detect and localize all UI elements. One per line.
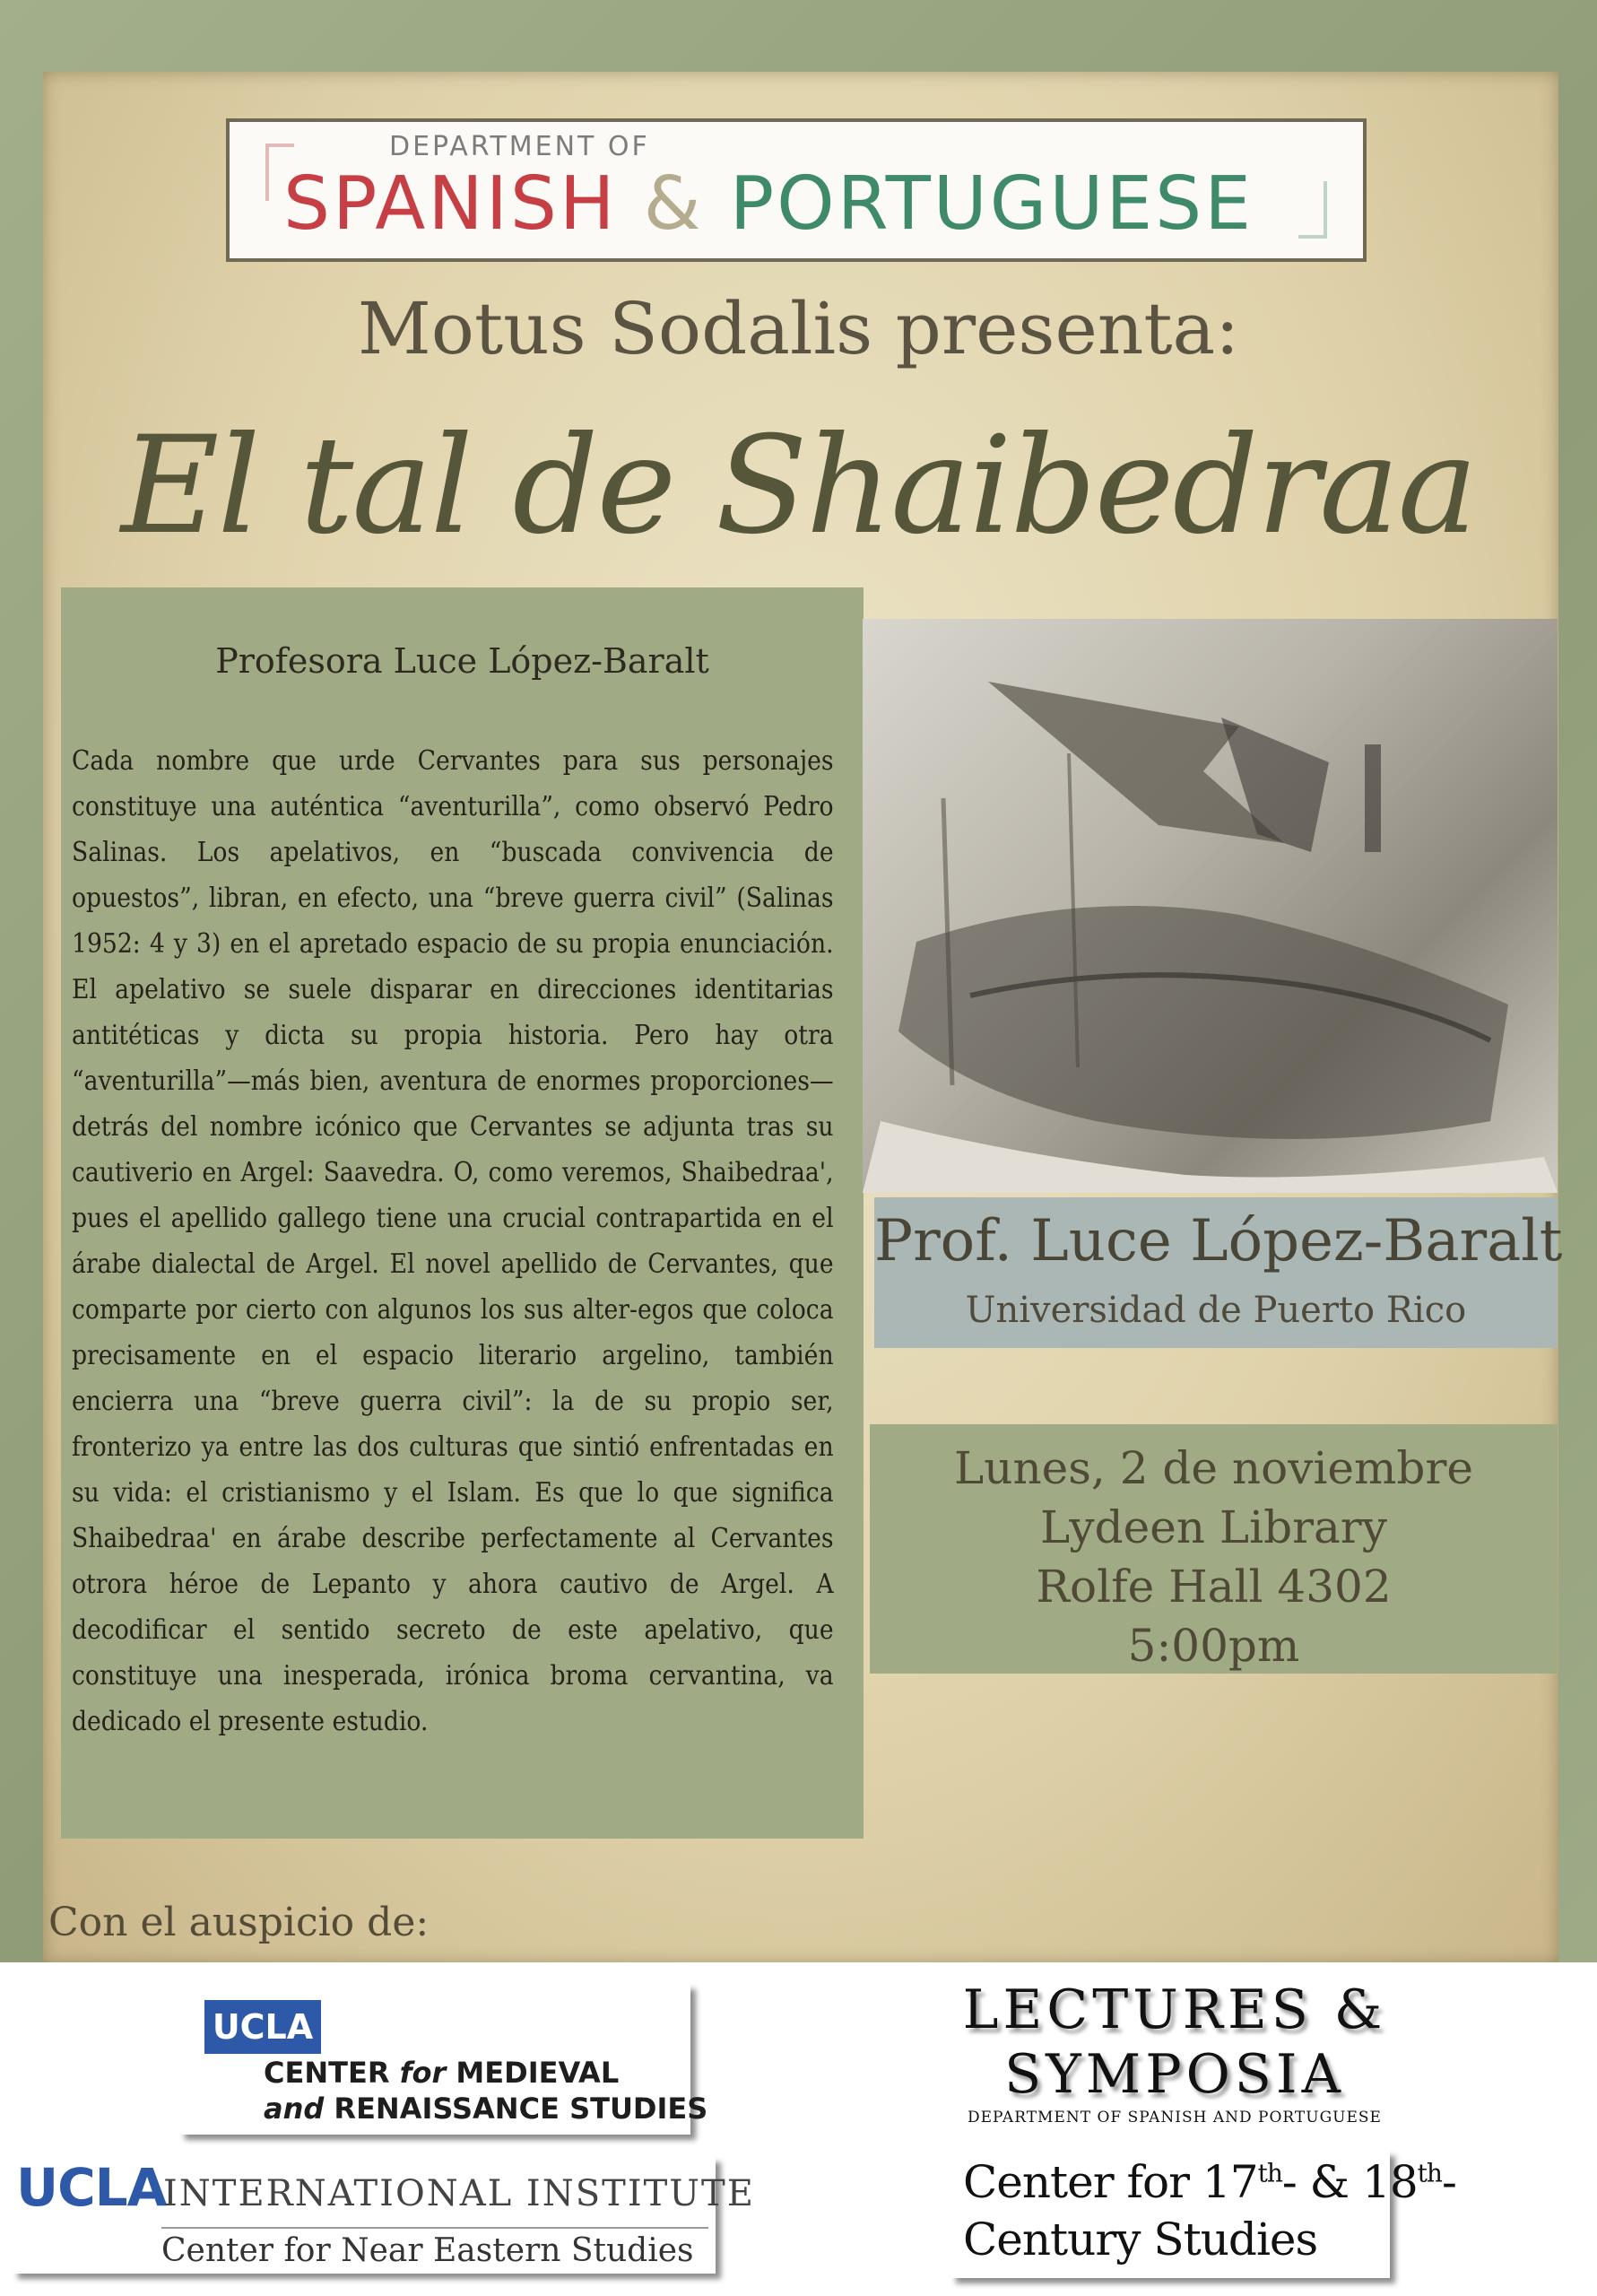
c17-line2: Century Studies: [963, 2213, 1318, 2266]
international-institute-logo: [13, 2157, 755, 2274]
presents-heading: Motus Sodalis presenta:: [357, 287, 1240, 370]
speaker-affiliation: Universidad de Puerto Rico: [965, 1290, 1467, 1331]
c17-text-a3: -: [1441, 2156, 1456, 2208]
department-word-spanish: SPANISH: [283, 161, 618, 247]
speaker-panel: [874, 1197, 1563, 1348]
lectures-line3: DEPARTMENT OF SPANISH AND PORTUGUESE: [968, 2109, 1382, 2126]
department-word-portuguese: PORTUGUESE: [729, 161, 1254, 247]
lecture-title: El tal de Shaibedraa: [120, 408, 1477, 564]
department-top-text: DEPARTMENT OF: [389, 131, 650, 162]
cmrs-line2: [264, 2092, 707, 2126]
c17-sup2: th: [1417, 2158, 1442, 2188]
c17-line1: [963, 2156, 1456, 2208]
intl-institute-name: INTERNATIONAL INSTITUTE: [163, 2173, 755, 2214]
c17-text-a2: - & 18: [1281, 2156, 1418, 2208]
intl-ucla-wordmark: UCLA: [16, 2157, 167, 2218]
c17-text-a1: Center for 17: [963, 2156, 1258, 2208]
intl-divider: [161, 2227, 708, 2229]
center-17-18-century-logo: [950, 2151, 1456, 2278]
cmrs-word-for: for: [399, 2056, 447, 2090]
speaker-name: Prof. Luce López-Baralt: [874, 1208, 1563, 1274]
cmrs-word-center: CENTER: [264, 2056, 390, 2090]
engraving-illustration: [863, 619, 1558, 1193]
lectures-symposia-logo: [959, 1978, 1390, 2139]
cmrs-line1: [264, 2056, 619, 2090]
lectures-line2: SYMPOSIA: [1004, 2043, 1345, 2106]
ucla-badge: UCLA: [204, 2000, 321, 2054]
c17-sup1: th: [1257, 2158, 1282, 2188]
event-venue: Lydeen Library: [1040, 1501, 1387, 1553]
abstract-panel: [61, 587, 864, 1839]
cmrs-word-renaissance: RENAISSANCE STUDIES: [334, 2092, 708, 2126]
abstract-speaker: Profesora Luce López-Baralt: [215, 641, 709, 681]
cmrs-word-medieval: MEDIEVAL: [456, 2056, 620, 2090]
department-name: [283, 161, 1254, 247]
logo-corner-decoration: [1298, 181, 1327, 239]
department-logo: [226, 118, 1367, 262]
event-details-panel: [870, 1424, 1558, 1674]
lectures-line1: LECTURES &: [962, 1979, 1387, 2041]
event-time: 5:00pm: [1127, 1620, 1300, 1672]
event-date: Lunes, 2 de noviembre: [954, 1442, 1473, 1494]
department-ampersand: &: [643, 161, 704, 247]
intl-center-name: Center for Near Eastern Studies: [161, 2232, 694, 2269]
galley-engraving-image: [863, 619, 1558, 1193]
event-room: Rolfe Hall 4302: [1036, 1561, 1392, 1613]
abstract-text: Cada nombre que urde Cervantes para sus personajes constituye una auténtica “aventurilla”, como observó Pedro Salinas. Los apelativos, en “buscada convivencia de opuestos”, libran, en efecto, una “breve guerra civil” (Salinas 1952: 4 y 3) en el apretado espacio de su propia enunciación. El apelativo se suele disparar en direcciones identitarias antitéticas y dicta su propia historia. Pero hay otra “aventurilla”—más bien, aventura de enormes proporciones—detrás del nombre icónico que Cervantes se adjunta tras su cautiverio en Argel: Saavedra. O, como veremos, Shaibedraa', pues el apellido gallego tiene una crucial contrapartida en el árabe dialectal de Argel. El novel apellido de Cervantes, que comparte por cierto con algunos los sus alter-egos que coloca precisamente en el espacio literario argelino, también encierra una “breve guerra civil”: la de su propio ser, fronterizo ya entre las dos culturas que sintió enfrentadas en su vida: el cristianismo y el Islam. Es que lo que significa Shaibedraa' en árabe describe perfectamente al Cervantes otrora héroe de Lepanto y ahora cautivo de Argel. A decodificar el sentido secreto de este apelativo, que constituye una inesperada, irónica broma cervantina, va dedicado el presente estudio.: [72, 745, 834, 1736]
cmrs-word-and: and: [264, 2092, 325, 2126]
cmrs-logo: [179, 1984, 708, 2135]
sponsors-label: Con el auspicio de:: [48, 1900, 430, 1945]
